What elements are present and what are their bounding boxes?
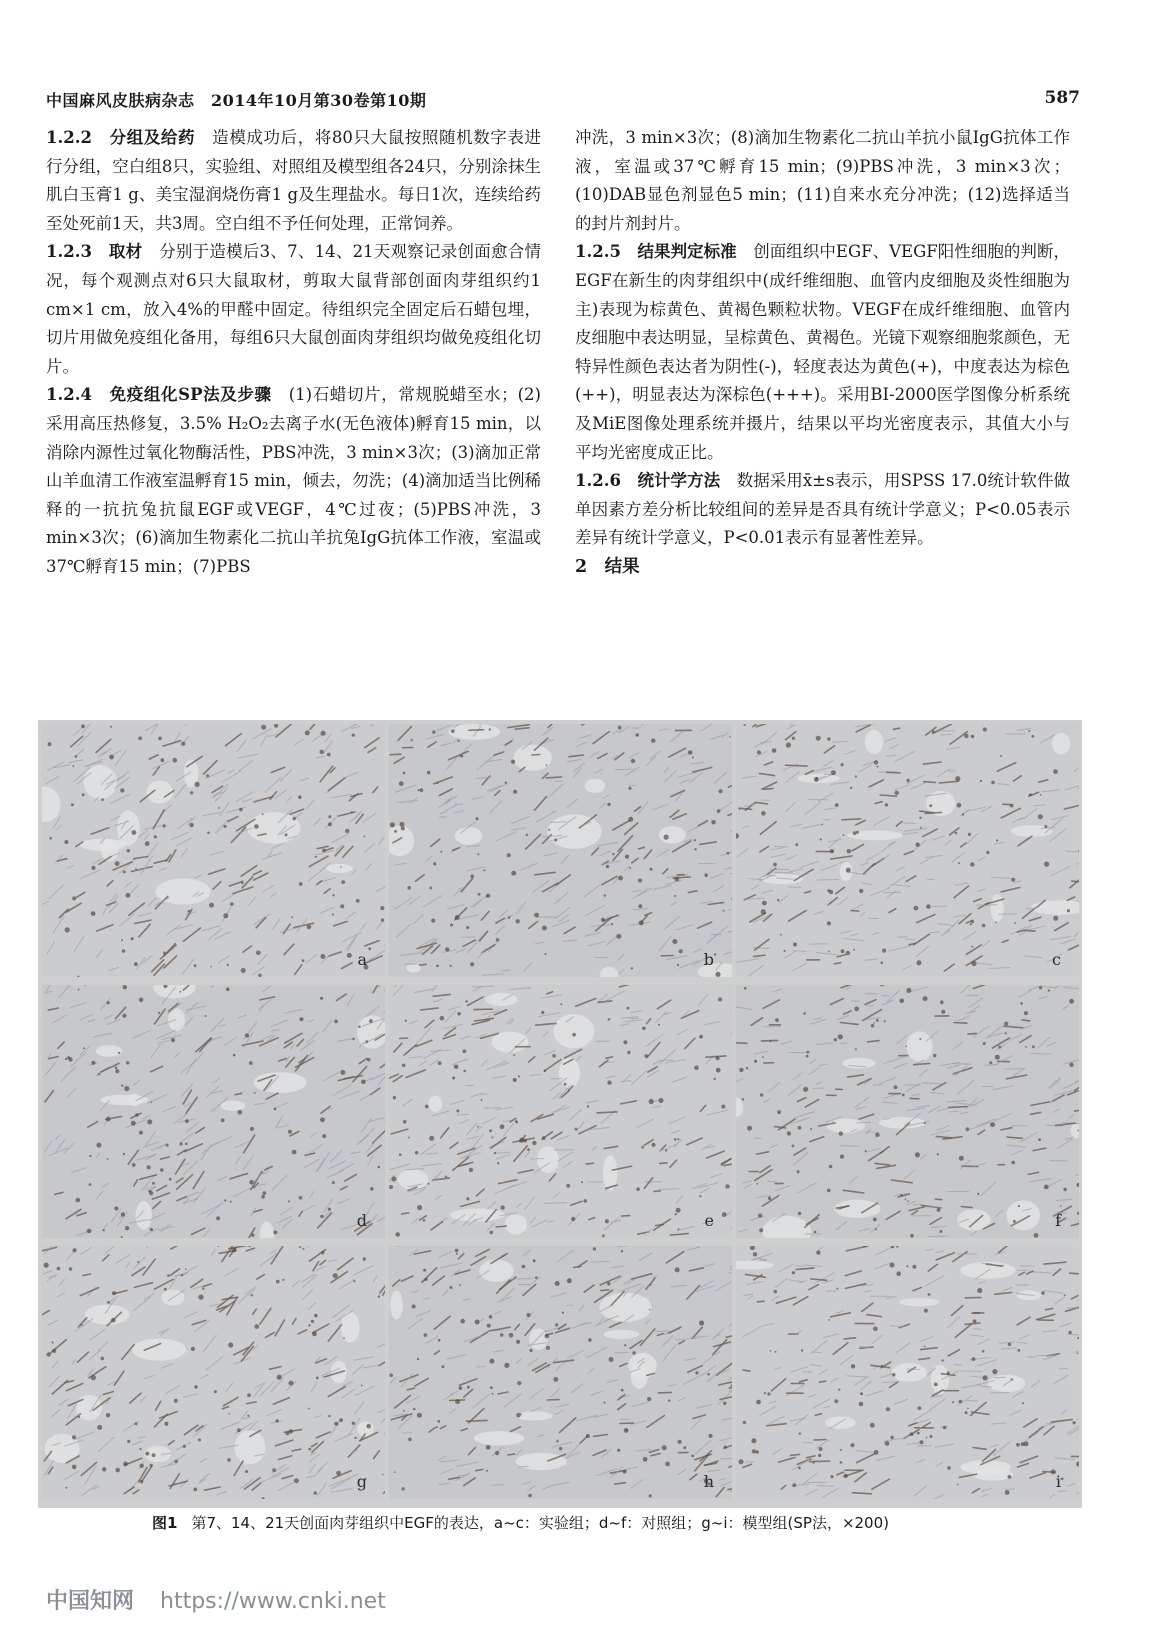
results-heading: 2 结果: [575, 556, 640, 577]
caption-text: 第7、14、21天创面肉芽组织中EGF的表达，a~c：实验组；d~f：对照组；g~i：模型组(SP法，×200): [191, 1514, 889, 1532]
paragraph-1-2-3: [46, 238, 541, 381]
section-heading-1-2-5: 1.2.5 结果判定标准: [575, 242, 754, 262]
figure-label: 图1: [152, 1514, 178, 1532]
paragraph-1-2-4: [46, 381, 541, 581]
micrograph-panel: [389, 1246, 732, 1499]
paragraph-continued: [575, 124, 1070, 238]
paragraph-text: 创面组织中EGF、VEGF阳性细胞的判断，EGF在新生的肉芽组织中(成纤维细胞、血管内皮细胞及炎性细胞为主)表现为棕黄色、黄褐色颗粒状物。VEGF在成纤维细胞、血管内皮细胞中表达明显，呈棕黄色、黄褐色。光镜下观察细胞浆颜色，无特异性颜色表达者为阴性(-)，轻度表达为黄色(+)，中度表达为棕色(++)，明显表达为深棕色(+++)。采用BI-2000医学图像分析系统及MiE图像处理系统并摄片，结果以平均光密度表示，其值大小与平均光密度成正比。: [575, 242, 1070, 462]
paragraph-1-2-2: [46, 124, 541, 238]
paragraph-text: 造模成功后，将80只大鼠按照随机数字表进行分组，空白组8只，实验组、对照组及模型组各24只，分别涂抹生肌白玉膏1 g、美宝湿润烧伤膏1 g及生理盐水。每日1次，连续给药至处死前1天，共3周。空白组不予任何处理，正常饲养。: [46, 128, 542, 233]
cnki-url[interactable]: https://www.cnki.net: [160, 1589, 386, 1614]
right-column: [575, 124, 1070, 582]
micrograph-panel: [736, 985, 1079, 1238]
panel-label: b: [703, 950, 714, 969]
panel-label: f: [1055, 1211, 1061, 1230]
micrograph-panel: [736, 724, 1079, 977]
micrograph-panel: [42, 1246, 385, 1499]
paragraph-1-2-6: [575, 467, 1070, 553]
micrograph-panel: [389, 985, 732, 1238]
panel-label: h: [703, 1472, 714, 1491]
cnki-logo-text: 中国知网: [46, 1589, 135, 1614]
left-column: [46, 124, 541, 582]
paragraph-text: 数据采用x̄±s表示，用SPSS 17.0统计软件做单因素方差分析比较组间的差异是否具有统计学意义；P<0.05表示差异有统计学意义，P<0.01表示有显著性差异。: [575, 471, 1070, 548]
micrograph-panel: [389, 724, 732, 977]
micrograph-panel: [736, 1246, 1079, 1499]
page-number: 587: [1044, 88, 1080, 108]
panel-label: e: [704, 1211, 714, 1230]
journal-title: 中国麻风皮肤病杂志 2014年10月第30卷第10期: [46, 91, 427, 110]
paragraph-text: (1)石蜡切片，常规脱蜡至水；(2)采用高压热修复，3.5% H₂O₂去离子水(无色液体)孵育15 min，以消除内源性过氧化物酶活性，PBS冲洗，3 min×3次；(3)滴加正常山羊血清工作液室温孵育15 min，倾去，勿洗；(4)滴加适当比例稀释的一抗抗兔抗鼠EGF或VEGF，4℃过夜；(5)PBS冲洗，3 min×3次；(6)滴加生物素化二抗山羊抗兔IgG抗体工作液，室温或37℃孵育15 min；(7)PBS: [46, 385, 541, 576]
micrograph-panel: [42, 985, 385, 1238]
figure-caption: [152, 1512, 1052, 1533]
section-heading-1-2-6: 1.2.6 统计学方法: [575, 471, 737, 491]
watermark-footer: [46, 1584, 386, 1624]
paragraph-text: 冲洗，3 min×3次；(8)滴加生物素化二抗山羊抗小鼠IgG抗体工作液，室温或37℃孵育15 min；(9)PBS冲洗，3 min×3次；(10)DAB显色剂显色5 min；(11)自来水充分冲洗；(12)选择适当的封片剂封片。: [575, 128, 1070, 233]
panel-label: i: [1055, 1472, 1061, 1491]
panel-label: a: [357, 950, 367, 969]
section-heading-1-2-2: 1.2.2 分组及给药: [46, 128, 213, 147]
panel-label: c: [1052, 950, 1061, 969]
paragraph-1-2-5: [575, 238, 1070, 467]
paragraph-text: 分别于造模后3、7、14、21天观察记录创面愈合情况，每个观测点对6只大鼠取材，剪取大鼠背部创面肉芽组织约1 cm×1 cm，放入4%的甲醛中固定。待组织完全固定后石蜡包埋，切片用做免疫组化备用，每组6只大鼠创面肉芽组织均做免疫组化切片。: [46, 242, 541, 376]
running-header: [46, 82, 1080, 112]
panel-label: g: [356, 1472, 367, 1491]
figure-1: [38, 720, 1082, 1508]
section-heading-1-2-3: 1.2.3 取材: [46, 242, 160, 262]
micrograph-panel: [42, 724, 385, 977]
panel-label: d: [356, 1211, 367, 1230]
section-heading-1-2-4: 1.2.4 免疫组化SP法及步骤: [46, 385, 289, 405]
